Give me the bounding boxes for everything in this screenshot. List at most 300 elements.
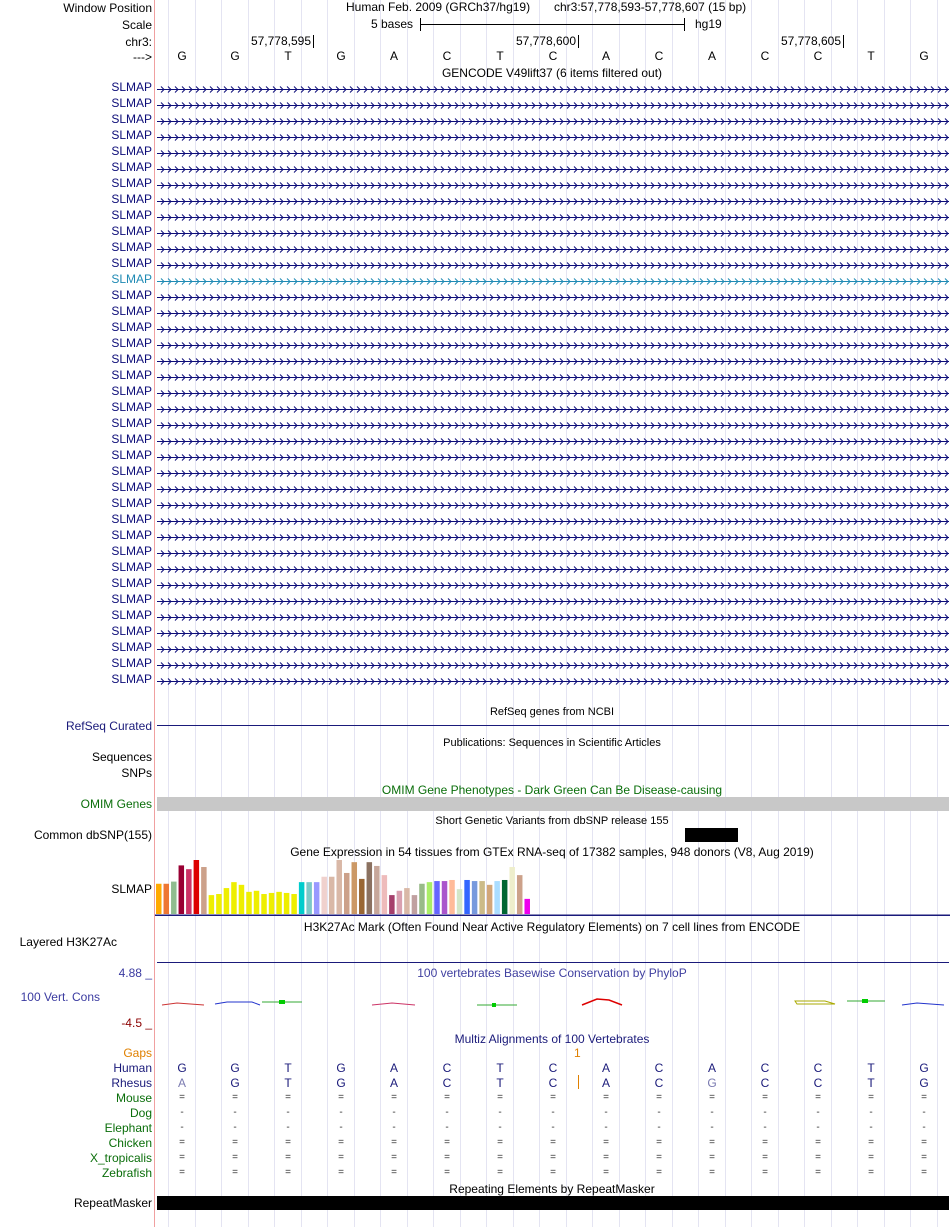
species-label[interactable]: Human bbox=[113, 1061, 152, 1075]
alignment-base: - bbox=[657, 1107, 661, 1118]
alignment-base: C bbox=[760, 1076, 770, 1090]
gencode-transcript-line[interactable] bbox=[157, 99, 949, 108]
gencode-transcript-label[interactable]: SLMAP bbox=[111, 464, 152, 478]
alignment-base: T bbox=[284, 1061, 292, 1075]
gtex-tissue-bar[interactable] bbox=[284, 893, 290, 914]
alignment-base: - bbox=[498, 1107, 502, 1118]
dbsnp-track-title: Short Genetic Variants from dbSNP release 155 bbox=[435, 815, 669, 827]
alignment-base: = bbox=[497, 1152, 503, 1163]
gtex-tissue-bar[interactable] bbox=[509, 867, 515, 914]
alignment-base: - bbox=[604, 1122, 608, 1133]
refseq-track-label[interactable]: RefSeq Curated bbox=[65, 719, 152, 733]
alignment-base: = bbox=[921, 1092, 927, 1103]
alignment-base: = bbox=[603, 1167, 609, 1178]
gtex-tissue-bar[interactable] bbox=[472, 881, 478, 914]
gencode-transcript-label[interactable]: SLMAP bbox=[111, 240, 152, 254]
gencode-transcript-label[interactable]: SLMAP bbox=[111, 656, 152, 670]
gap-insertion-line bbox=[578, 1075, 579, 1089]
species-label[interactable]: Mouse bbox=[115, 1091, 152, 1105]
coordinate-tick-label: 57,778,600 bbox=[515, 34, 576, 48]
coordinate-tick-label: 57,778,595 bbox=[250, 34, 311, 48]
gtex-track-title: Gene Expression in 54 tissues from GTEx RNA-seq of 17382 samples, 948 donors (V8, Aug 2019) bbox=[290, 845, 814, 859]
sequence-base: G bbox=[230, 49, 240, 63]
gencode-transcript-label[interactable]: SLMAP bbox=[111, 272, 152, 286]
repeat-element-bar[interactable] bbox=[157, 1196, 949, 1210]
alignment-base: = bbox=[179, 1167, 185, 1178]
gtex-tissue-bar[interactable] bbox=[344, 873, 350, 914]
gencode-transcript-line[interactable] bbox=[157, 211, 949, 220]
label-divider bbox=[154, 0, 155, 1227]
gtex-tissue-bar[interactable] bbox=[442, 881, 448, 914]
gencode-transcript-line[interactable] bbox=[157, 531, 949, 540]
gtex-tissue-bar[interactable] bbox=[374, 866, 380, 914]
phylop-min-label: -4.5 _ bbox=[121, 1016, 152, 1030]
alignment-base: A bbox=[601, 1076, 610, 1090]
gencode-transcript-label[interactable]: SLMAP bbox=[111, 96, 152, 110]
alignment-base: A bbox=[177, 1076, 186, 1090]
strand-label: ---> bbox=[133, 50, 152, 64]
alignment-base: = bbox=[762, 1092, 768, 1103]
gtex-tissue-bar[interactable] bbox=[397, 891, 403, 914]
alignment-base: = bbox=[550, 1152, 556, 1163]
gencode-transcript-line[interactable] bbox=[157, 275, 949, 284]
alignment-base: = bbox=[391, 1092, 397, 1103]
alignment-base: = bbox=[550, 1167, 556, 1178]
alignment-base: - bbox=[180, 1107, 184, 1118]
alignment-base: = bbox=[762, 1152, 768, 1163]
gtex-tissue-bar[interactable] bbox=[464, 880, 470, 914]
gencode-transcript-label[interactable]: SLMAP bbox=[111, 304, 152, 318]
gencode-transcript-label[interactable]: SLMAP bbox=[111, 352, 152, 366]
alignment-base: G bbox=[336, 1076, 346, 1090]
gencode-transcript-line[interactable] bbox=[157, 563, 949, 572]
alignment-base: - bbox=[498, 1122, 502, 1133]
omim-track-label[interactable]: OMIM Genes bbox=[80, 797, 152, 811]
omim-gene-bar[interactable] bbox=[157, 797, 949, 811]
gtex-tissue-bar[interactable] bbox=[299, 882, 305, 914]
position-readout: chr3:57,778,593-57,778,607 (15 bp) bbox=[554, 0, 747, 14]
gtex-tissue-bar[interactable] bbox=[216, 894, 222, 914]
alignment-base: - bbox=[233, 1107, 237, 1118]
gtex-tissue-bar[interactable] bbox=[269, 893, 275, 914]
alignment-base: - bbox=[286, 1107, 290, 1118]
alignment-base: = bbox=[285, 1152, 291, 1163]
gtex-tissue-bar[interactable] bbox=[336, 860, 342, 914]
alignment-base: G bbox=[230, 1061, 240, 1075]
gencode-transcript-line[interactable] bbox=[157, 387, 949, 396]
alignment-base: - bbox=[710, 1122, 714, 1133]
alignment-base: = bbox=[656, 1137, 662, 1148]
alignment-base: = bbox=[444, 1137, 450, 1148]
coordinate-tick bbox=[578, 35, 579, 48]
gencode-transcript-line[interactable] bbox=[157, 659, 949, 668]
alignment-base: = bbox=[815, 1152, 821, 1163]
gtex-tissue-bar[interactable] bbox=[164, 884, 170, 914]
gtex-tissue-bar[interactable] bbox=[479, 881, 485, 914]
alignment-base: = bbox=[603, 1152, 609, 1163]
gtex-tissue-bar[interactable] bbox=[179, 865, 185, 914]
dbsnp-variant[interactable] bbox=[685, 828, 738, 842]
alignment-base: = bbox=[868, 1092, 874, 1103]
gtex-tissue-bar[interactable] bbox=[261, 894, 267, 914]
alignment-base: A bbox=[389, 1076, 398, 1090]
repeatmasker-track-label[interactable]: RepeatMasker bbox=[73, 1196, 152, 1210]
alignment-base: = bbox=[550, 1137, 556, 1148]
alignment-base: T bbox=[284, 1076, 292, 1090]
gencode-transcript-label[interactable]: SLMAP bbox=[111, 480, 152, 494]
gtex-tissue-bar[interactable] bbox=[382, 875, 388, 914]
sequence-base: G bbox=[177, 49, 187, 63]
gtex-tissue-bar[interactable] bbox=[231, 882, 237, 914]
scale-label: Scale bbox=[121, 18, 152, 32]
scale-bar-left-tick bbox=[420, 18, 421, 31]
sequence-base: C bbox=[760, 49, 770, 63]
gencode-transcript-label[interactable]: SLMAP bbox=[111, 576, 152, 590]
alignment-base: - bbox=[286, 1122, 290, 1133]
alignment-base: = bbox=[762, 1137, 768, 1148]
sequence-base: A bbox=[707, 49, 716, 63]
gencode-transcript-label[interactable]: SLMAP bbox=[111, 384, 152, 398]
gencode-transcript-line[interactable] bbox=[157, 403, 949, 412]
gencode-transcript-label[interactable]: SLMAP bbox=[111, 192, 152, 206]
gtex-tissue-bar[interactable] bbox=[246, 892, 252, 914]
gencode-transcript-label[interactable]: SLMAP bbox=[111, 400, 152, 414]
sequence-base: C bbox=[548, 49, 558, 63]
gencode-transcript-line[interactable] bbox=[157, 675, 949, 684]
gtex-tissue-bar[interactable] bbox=[419, 884, 425, 914]
alignment-base: - bbox=[604, 1107, 608, 1118]
alignment-base: = bbox=[179, 1152, 185, 1163]
gencode-transcript-line[interactable] bbox=[157, 515, 949, 524]
gencode-transcript-line[interactable] bbox=[157, 179, 949, 188]
alignment-base: = bbox=[338, 1137, 344, 1148]
alignment-base: - bbox=[551, 1122, 555, 1133]
alignment-base: - bbox=[657, 1122, 661, 1133]
alignment-base: = bbox=[815, 1092, 821, 1103]
gencode-transcript-label[interactable]: SLMAP bbox=[111, 208, 152, 222]
alignment-base: = bbox=[550, 1092, 556, 1103]
alignment-base: A bbox=[601, 1061, 610, 1075]
coordinate-tick-label: 57,778,605 bbox=[780, 34, 841, 48]
gencode-transcript-line[interactable] bbox=[157, 499, 949, 508]
alignment-base: C bbox=[442, 1061, 452, 1075]
gtex-tissue-bar[interactable] bbox=[449, 880, 455, 914]
alignment-base: = bbox=[391, 1137, 397, 1148]
gtex-tissue-bar[interactable] bbox=[517, 875, 523, 914]
omim-track-title: OMIM Gene Phenotypes - Dark Green Can Be Disease-causing bbox=[381, 783, 723, 797]
gencode-transcript-label[interactable]: SLMAP bbox=[111, 432, 152, 446]
gtex-tissue-bar[interactable] bbox=[352, 862, 358, 914]
sequence-base: T bbox=[867, 49, 875, 63]
sequence-base: T bbox=[496, 49, 504, 63]
alignment-base: - bbox=[869, 1107, 873, 1118]
h3k27ac-track-label[interactable]: Layered H3K27Ac bbox=[19, 935, 117, 949]
alignment-base: T bbox=[496, 1061, 504, 1075]
gencode-transcript-line[interactable] bbox=[157, 483, 949, 492]
gtex-tissue-bar[interactable] bbox=[276, 892, 282, 914]
alignment-base: = bbox=[921, 1167, 927, 1178]
gencode-transcript-line[interactable] bbox=[157, 259, 949, 268]
gtex-tissue-bar[interactable] bbox=[224, 888, 230, 914]
refseq-track-title: RefSeq genes from NCBI bbox=[489, 706, 615, 718]
gencode-transcript-label[interactable]: SLMAP bbox=[111, 608, 152, 622]
alignment-base: = bbox=[921, 1137, 927, 1148]
multiz-track-title: Multiz Alignments of 100 Vertebrates bbox=[454, 1032, 650, 1046]
gtex-tissue-bar[interactable] bbox=[321, 877, 327, 914]
alignment-base: - bbox=[233, 1122, 237, 1133]
alignment-base: C bbox=[813, 1076, 823, 1090]
chrom-label: chr3: bbox=[125, 35, 152, 49]
species-label[interactable]: Chicken bbox=[108, 1136, 152, 1150]
alignment-base: = bbox=[815, 1167, 821, 1178]
gencode-transcript-line[interactable] bbox=[157, 371, 949, 380]
species-label[interactable]: Zebrafish bbox=[101, 1166, 152, 1180]
species-label[interactable]: Rhesus bbox=[111, 1076, 152, 1090]
gencode-transcript-label[interactable]: SLMAP bbox=[111, 320, 152, 334]
sequence-base: C bbox=[654, 49, 664, 63]
gtex-tissue-bar[interactable] bbox=[201, 867, 207, 914]
gencode-transcript-label[interactable]: SLMAP bbox=[111, 592, 152, 606]
alignment-base: - bbox=[816, 1107, 820, 1118]
alignment-base: = bbox=[285, 1137, 291, 1148]
species-label[interactable]: X_tropicalis bbox=[89, 1151, 152, 1165]
scale-bar-right-tick bbox=[684, 18, 685, 31]
gencode-transcript-line[interactable] bbox=[157, 435, 949, 444]
sequence-base: A bbox=[601, 49, 610, 63]
alignment-base: = bbox=[391, 1152, 397, 1163]
alignment-base: = bbox=[232, 1167, 238, 1178]
gencode-track-title: GENCODE V49lift37 (6 items filtered out) bbox=[441, 66, 663, 80]
gencode-transcript-line[interactable] bbox=[157, 307, 949, 316]
h3k27ac-track-title: H3K27Ac Mark (Often Found Near Active Regulatory Elements) on 7 cell lines from ENCODE bbox=[303, 920, 801, 934]
gencode-transcript-line[interactable] bbox=[157, 291, 949, 300]
alignment-base: = bbox=[444, 1152, 450, 1163]
alignment-base: = bbox=[815, 1137, 821, 1148]
alignment-base: C bbox=[548, 1061, 558, 1075]
gencode-transcript-label[interactable]: SLMAP bbox=[111, 368, 152, 382]
alignment-base: - bbox=[392, 1107, 396, 1118]
gtex-expression-bars[interactable] bbox=[155, 860, 950, 916]
gencode-transcript-line[interactable] bbox=[157, 115, 949, 124]
gencode-transcript-line[interactable] bbox=[157, 643, 949, 652]
alignment-base: = bbox=[709, 1092, 715, 1103]
alignment-base: = bbox=[868, 1167, 874, 1178]
gencode-transcript-line[interactable] bbox=[157, 419, 949, 428]
alignment-base: = bbox=[921, 1152, 927, 1163]
dbsnp-track-label[interactable]: Common dbSNP(155) bbox=[33, 828, 152, 842]
repeatmasker-track-title: Repeating Elements by RepeatMasker bbox=[449, 1182, 655, 1196]
gencode-transcript-line[interactable] bbox=[157, 195, 949, 204]
gtex-tissue-bar[interactable] bbox=[359, 879, 365, 914]
gencode-transcript-label[interactable]: SLMAP bbox=[111, 560, 152, 574]
gtex-tissue-bar[interactable] bbox=[367, 862, 373, 914]
sequence-base: A bbox=[389, 49, 398, 63]
coordinate-tick bbox=[843, 35, 844, 48]
alignment-base: = bbox=[762, 1167, 768, 1178]
gencode-transcript-line[interactable] bbox=[157, 595, 949, 604]
alignment-base: G bbox=[707, 1076, 717, 1090]
gencode-transcript-label[interactable]: SLMAP bbox=[111, 160, 152, 174]
gencode-transcript-label[interactable]: SLMAP bbox=[111, 544, 152, 558]
alignment-base: = bbox=[868, 1152, 874, 1163]
refseq-line bbox=[157, 725, 949, 726]
gencode-transcript-label[interactable]: SLMAP bbox=[111, 640, 152, 654]
gencode-transcript-line[interactable] bbox=[157, 163, 949, 172]
gencode-transcript-line[interactable] bbox=[157, 83, 949, 92]
alignment-base: - bbox=[339, 1107, 343, 1118]
gtex-tissue-bar[interactable] bbox=[194, 860, 200, 914]
sequence-base: G bbox=[336, 49, 346, 63]
gencode-transcript-label[interactable]: SLMAP bbox=[111, 528, 152, 542]
gencode-transcript-line[interactable] bbox=[157, 627, 949, 636]
gaps-label: Gaps bbox=[123, 1046, 152, 1060]
alignment-base: = bbox=[709, 1167, 715, 1178]
alignment-base: C bbox=[654, 1061, 664, 1075]
gencode-transcript-line[interactable] bbox=[157, 467, 949, 476]
alignment-base: = bbox=[709, 1137, 715, 1148]
alignment-base: - bbox=[445, 1122, 449, 1133]
publications-track-label[interactable]: Sequences bbox=[91, 750, 152, 764]
alignment-base: T bbox=[867, 1076, 875, 1090]
gencode-transcript-line[interactable] bbox=[157, 323, 949, 332]
alignment-base: = bbox=[444, 1092, 450, 1103]
gencode-transcript-label[interactable]: SLMAP bbox=[111, 416, 152, 430]
phylop-signal bbox=[157, 995, 949, 1011]
alignment-base: - bbox=[445, 1107, 449, 1118]
species-label[interactable]: Dog bbox=[129, 1106, 152, 1120]
alignment-base: - bbox=[180, 1122, 184, 1133]
assembly-title: Human Feb. 2009 (GRCh37/hg19) bbox=[346, 0, 531, 14]
gtex-tissue-bar[interactable] bbox=[291, 894, 297, 914]
sequence-base: T bbox=[284, 49, 292, 63]
publications-track-title: Publications: Sequences in Scientific Articles bbox=[443, 737, 661, 749]
alignment-base: = bbox=[709, 1152, 715, 1163]
alignment-base: = bbox=[285, 1092, 291, 1103]
gencode-transcript-label[interactable]: SLMAP bbox=[111, 112, 152, 126]
gencode-transcript-label[interactable]: SLMAP bbox=[111, 128, 152, 142]
gencode-transcript-label[interactable]: SLMAP bbox=[111, 144, 152, 158]
alignment-base: T bbox=[496, 1076, 504, 1090]
gencode-transcript-line[interactable] bbox=[157, 451, 949, 460]
gtex-track-label[interactable]: SLMAP bbox=[111, 882, 152, 896]
gencode-transcript-label[interactable]: SLMAP bbox=[111, 80, 152, 94]
phylop-track-label[interactable]: 100 Vert. Cons bbox=[20, 990, 100, 1004]
gencode-transcript-line[interactable] bbox=[157, 355, 949, 364]
alignment-base: T bbox=[867, 1061, 875, 1075]
gtex-tissue-bar[interactable] bbox=[171, 882, 177, 914]
sequence-base: G bbox=[919, 49, 929, 63]
gencode-transcript-label[interactable]: SLMAP bbox=[111, 288, 152, 302]
gencode-transcript-label[interactable]: SLMAP bbox=[111, 496, 152, 510]
alignment-base: C bbox=[760, 1061, 770, 1075]
alignment-base: - bbox=[869, 1122, 873, 1133]
sequence-base: C bbox=[442, 49, 452, 63]
alignment-base: - bbox=[551, 1107, 555, 1118]
alignment-base: = bbox=[497, 1137, 503, 1148]
gtex-tissue-bar[interactable] bbox=[389, 895, 395, 914]
window-position-label: Window Position bbox=[63, 1, 152, 15]
alignment-base: = bbox=[338, 1152, 344, 1163]
gencode-transcript-line[interactable] bbox=[157, 243, 949, 252]
alignment-base: = bbox=[179, 1092, 185, 1103]
alignment-base: - bbox=[339, 1122, 343, 1133]
alignment-base: = bbox=[656, 1167, 662, 1178]
gencode-transcript-label[interactable]: SLMAP bbox=[111, 224, 152, 238]
h3k27ac-baseline bbox=[157, 962, 949, 963]
gencode-transcript-line[interactable] bbox=[157, 131, 949, 140]
gtex-tissue-bar[interactable] bbox=[487, 885, 493, 914]
gtex-tissue-bar[interactable] bbox=[524, 899, 530, 914]
alignment-base: = bbox=[497, 1167, 503, 1178]
sequence-base: C bbox=[813, 49, 823, 63]
gencode-transcript-line[interactable] bbox=[157, 579, 949, 588]
gencode-transcript-line[interactable] bbox=[157, 547, 949, 556]
gtex-tissue-bar[interactable] bbox=[502, 880, 508, 914]
gencode-transcript-line[interactable] bbox=[157, 147, 949, 156]
gencode-transcript-label[interactable]: SLMAP bbox=[111, 336, 152, 350]
gtex-tissue-bar[interactable] bbox=[314, 882, 320, 914]
gencode-transcript-label[interactable]: SLMAP bbox=[111, 672, 152, 686]
gencode-transcript-label[interactable]: SLMAP bbox=[111, 256, 152, 270]
alignment-base: - bbox=[710, 1107, 714, 1118]
alignment-base: C bbox=[442, 1076, 452, 1090]
alignment-base: C bbox=[548, 1076, 558, 1090]
gtex-tissue-bar[interactable] bbox=[412, 895, 418, 914]
alignment-base: = bbox=[232, 1137, 238, 1148]
alignment-base: G bbox=[919, 1076, 929, 1090]
gencode-transcript-label[interactable]: SLMAP bbox=[111, 448, 152, 462]
alignment-base: - bbox=[922, 1122, 926, 1133]
alignment-base: = bbox=[338, 1167, 344, 1178]
gencode-transcript-line[interactable] bbox=[157, 339, 949, 348]
publications-track-label-snps[interactable]: SNPs bbox=[121, 766, 152, 780]
alignment-base: - bbox=[922, 1107, 926, 1118]
alignment-base: = bbox=[338, 1092, 344, 1103]
alignment-base: = bbox=[497, 1092, 503, 1103]
gencode-transcript-label[interactable]: SLMAP bbox=[111, 176, 152, 190]
alignment-base: G bbox=[230, 1076, 240, 1090]
gtex-tissue-bar[interactable] bbox=[209, 895, 215, 914]
gtex-tissue-bar[interactable] bbox=[239, 885, 245, 914]
gtex-tissue-bar[interactable] bbox=[156, 884, 162, 914]
gencode-transcript-line[interactable] bbox=[157, 611, 949, 620]
gtex-tissue-bar[interactable] bbox=[186, 869, 192, 914]
gtex-tissue-bar[interactable] bbox=[306, 882, 312, 914]
gtex-tissue-bar[interactable] bbox=[434, 881, 440, 914]
gtex-tissue-bar[interactable] bbox=[254, 891, 260, 914]
alignment-base: - bbox=[816, 1122, 820, 1133]
gencode-transcript-label[interactable]: SLMAP bbox=[111, 512, 152, 526]
phylop-max-label: 4.88 _ bbox=[118, 966, 152, 980]
alignment-base: = bbox=[603, 1092, 609, 1103]
alignment-base: C bbox=[813, 1061, 823, 1075]
gtex-tissue-bar[interactable] bbox=[329, 877, 335, 914]
gtex-tissue-bar[interactable] bbox=[494, 881, 500, 914]
gencode-transcript-line[interactable] bbox=[157, 227, 949, 236]
gtex-tissue-bar[interactable] bbox=[404, 888, 410, 914]
species-label[interactable]: Elephant bbox=[104, 1121, 152, 1135]
alignment-base: = bbox=[285, 1167, 291, 1178]
scale-text: 5 bases bbox=[371, 17, 414, 31]
alignment-base: G bbox=[177, 1061, 187, 1075]
alignment-base: A bbox=[707, 1061, 716, 1075]
gtex-tissue-bar[interactable] bbox=[427, 882, 433, 914]
gtex-tissue-bar[interactable] bbox=[457, 889, 463, 914]
gencode-transcript-label[interactable]: SLMAP bbox=[111, 624, 152, 638]
scale-bar bbox=[420, 24, 684, 25]
alignment-base: = bbox=[868, 1137, 874, 1148]
alignment-base: - bbox=[763, 1107, 767, 1118]
